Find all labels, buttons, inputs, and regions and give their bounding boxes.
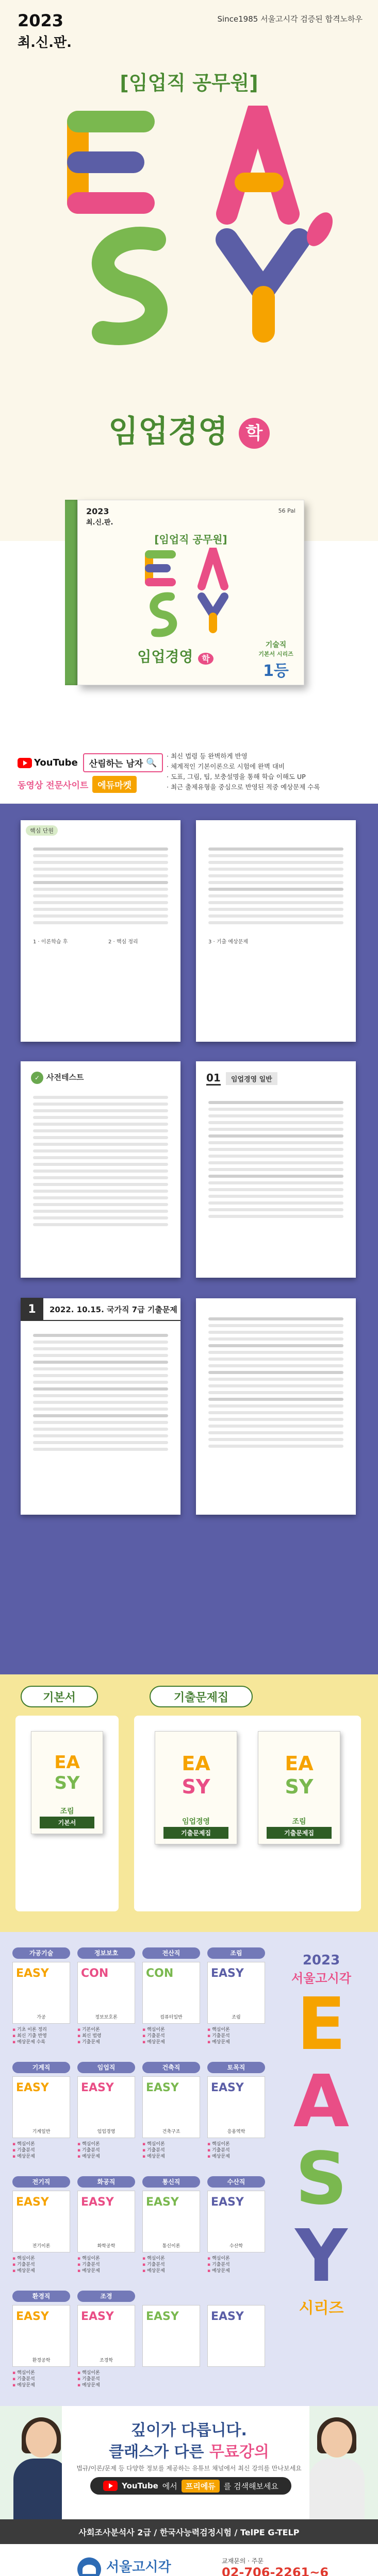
series-book-title: 임업경영 — [97, 2129, 116, 2134]
series-book-label: 임업직 — [77, 2062, 135, 2073]
series-book-bullets — [207, 2027, 265, 2045]
series-book-bullet: ▪ 기출문제 — [77, 2039, 135, 2045]
footer-section — [0, 2519, 378, 2576]
series-book-bullet: ▪ 핵심이론 — [12, 2370, 70, 2376]
series-book-cover — [77, 2305, 135, 2367]
exam-title: 2022. 10.15. 국가직 7급 기출문제 — [50, 1304, 177, 1314]
footer-brand: 서울고시각 — [106, 2560, 171, 2575]
series-book-label: 조경 — [77, 2291, 135, 2302]
lecture-bar-mid: 에서 — [162, 2481, 177, 2491]
easy-letters — [0, 106, 378, 435]
footer-phone — [222, 2556, 328, 2576]
series-book-bullet: ▪ 핵심이론 — [77, 2141, 135, 2147]
series-book-bullets — [207, 2256, 265, 2274]
badge-top: 기술직 — [265, 641, 287, 649]
series-book-bullets — [12, 2027, 70, 2045]
series-book-label: 정보보호 — [77, 1947, 135, 1959]
series-book-bullet: ▪ 핵심이론 — [142, 2027, 200, 2033]
lecture-headline-2 — [0, 2439, 378, 2462]
series-letter: Y — [295, 2214, 348, 2298]
series-book-bullet: ▪ 예상문제 — [77, 2382, 135, 2388]
series-book-bullet: ▪ 예상문제 — [12, 2154, 70, 2160]
series-book[interactable] — [77, 2062, 135, 2160]
series-book-bullet: ▪ 예상문제 — [77, 2154, 135, 2160]
book-title-text: 임업경영 — [137, 648, 193, 665]
series-book-initials: EASY — [211, 2310, 244, 2323]
video-site-tag[interactable]: 에듀마켓 — [92, 776, 137, 793]
series-book-bullets — [77, 2370, 135, 2388]
series-book[interactable] — [142, 1947, 200, 2045]
series-book-label: 토목직 — [207, 2062, 265, 2073]
phone-number[interactable]: 02-706-2261~6 — [222, 2565, 329, 2576]
exam-number: 1 — [21, 1298, 43, 1320]
letter-y-shape — [227, 240, 299, 343]
series-book-bullets — [142, 2027, 200, 2045]
basic-book-label: 기본서 — [21, 1686, 98, 1707]
channel-search-box[interactable] — [83, 753, 163, 772]
series-book-initials: EASY — [16, 2081, 49, 2094]
series-book-title: 가공 — [37, 2015, 46, 2020]
series-book-bullet: ▪ 기출분석 — [12, 2147, 70, 2154]
series-book-initials: EASY — [211, 2081, 244, 2094]
series-book-initials: EASY — [16, 2310, 49, 2323]
series-book[interactable] — [12, 2176, 70, 2274]
lecture-platform: YouTube — [122, 2481, 158, 2490]
logo-icon — [77, 2557, 101, 2576]
preview-page-2 — [196, 820, 356, 1042]
page-caption: 1 · 이론학습 후 — [33, 939, 68, 945]
book-edition: 최.신.판. — [86, 519, 113, 527]
series-book[interactable] — [77, 1947, 135, 2045]
feature-bullet: · 도표, 그림, 팁, 보충설명을 통해 학습 이해도 UP — [167, 772, 363, 782]
series-book-bullet: ▪ 예상문제 — [77, 2268, 135, 2274]
preview-page-5 — [21, 1298, 180, 1515]
book-easy-mark: SY — [54, 1773, 80, 1793]
channel-name: 산림하는 남자 — [89, 759, 143, 769]
series-book-title: 조림 — [232, 2015, 241, 2020]
series-letter: A — [293, 2060, 350, 2144]
series-book-title: 응용역학 — [227, 2129, 245, 2134]
video-site-row — [18, 776, 137, 793]
series-book-bullet: ▪ 예상문제 — [12, 2382, 70, 2388]
series-book[interactable] — [12, 2291, 70, 2388]
series-book-bullet: ▪ 예상문제 — [207, 2039, 265, 2045]
series-book-cover — [142, 2305, 200, 2367]
badge-mid: 기본서 시리즈 — [258, 651, 293, 657]
series-book-label: 조림 — [207, 1947, 265, 1959]
series-book-bullet: ▪ 예상문제 — [207, 2154, 265, 2160]
book-year: 2023 — [86, 506, 109, 516]
feature-bullets — [167, 751, 363, 792]
hero-subtitle: [임업직 공무원] — [120, 72, 258, 94]
series-book-initials: EASY — [211, 1967, 244, 1980]
series-brand: 서울고시각 — [291, 1971, 351, 1986]
series-book-cover — [207, 2191, 265, 2252]
book-easy-mark: SY — [182, 1775, 210, 1798]
book-foot: 기출문제집 — [163, 1827, 228, 1839]
series-book-title: 화학공학 — [97, 2244, 116, 2249]
promo-section — [0, 742, 378, 804]
series-book-cover — [77, 1962, 135, 2024]
preview-section — [0, 804, 378, 1674]
series-book-initials: CON — [146, 1967, 174, 1980]
series-book-initials: EASY — [81, 2310, 114, 2323]
publisher-tag: Since1985 서울고시각 검증된 합격노하우 — [217, 14, 363, 24]
series-book-bullet: ▪ 핵심이론 — [12, 2256, 70, 2262]
series-book-bullets — [77, 2027, 135, 2045]
lecture-bar-end: 를 검색해보세요 — [223, 2481, 278, 2491]
book-title — [78, 646, 273, 666]
series-book-bullet: ▪ 기출분석 — [142, 2033, 200, 2039]
preview-page-3 — [21, 1061, 180, 1278]
book-easy-mark: EA — [182, 1752, 210, 1775]
series-word: 시리즈 — [299, 2299, 344, 2317]
series-book-title: 정보보호론 — [95, 2015, 118, 2020]
series-book-bullet: ▪ 기출분석 — [207, 2033, 265, 2039]
series-book-bullets — [207, 2141, 265, 2160]
series-book-initials: CON — [81, 1967, 109, 1980]
page-lines — [208, 1314, 343, 1451]
series-book-cover — [207, 1962, 265, 2024]
series-book[interactable] — [77, 2176, 135, 2274]
youtube-logo[interactable] — [18, 757, 78, 768]
series-book-bullet: ▪ 기출분석 — [77, 2262, 135, 2268]
page-caption: 3 · 기출 예상문제 — [208, 939, 249, 945]
hero-title-text: 임업경영 — [108, 414, 228, 450]
series-book-label: 가공기술 — [12, 1947, 70, 1959]
page-lines — [33, 844, 168, 928]
series-book[interactable] — [207, 1947, 265, 2045]
series-book[interactable] — [77, 2291, 135, 2388]
book-easy-letters — [135, 548, 248, 646]
series-book-title: 조경학 — [99, 2358, 113, 2363]
series-book-bullet: ▪ 기출분석 — [142, 2147, 200, 2154]
feature-bullet: · 최신 법령 등 완벽하게 반영 — [167, 751, 363, 761]
toc-title-text: 사전테스트 — [46, 1073, 84, 1082]
series-book-bullet: ▪ 기출분석 — [142, 2262, 200, 2268]
video-site-label: 동영상 전문사이트 — [18, 781, 89, 791]
series-book-bullet: ▪ 핵심이론 — [77, 2370, 135, 2376]
past-exam-panel — [134, 1716, 361, 1911]
series-book-bullets — [12, 2141, 70, 2160]
series-book-label: 통신직 — [142, 2176, 200, 2188]
hero-year: 2023 — [18, 11, 64, 30]
series-book-title: 건축구조 — [162, 2129, 180, 2134]
series-section — [0, 1932, 378, 2406]
book-cover — [77, 500, 304, 685]
lecture-section — [0, 2406, 378, 2519]
series-book-bullet: ▪ 예상문제 — [207, 2268, 265, 2274]
series-book[interactable] — [12, 2062, 70, 2160]
series-book-bullets — [77, 2256, 135, 2274]
lecture-headline-1: 깊이가 다릅니다. — [131, 2421, 247, 2439]
series-book-bullet: ▪ 기출분석 — [77, 2376, 135, 2382]
book-brand: 56 Pal — [278, 507, 295, 514]
past-exam-cover-1 — [155, 1731, 237, 1844]
series-book-cover — [12, 2191, 70, 2252]
section-title: 임업경영 일반 — [226, 1072, 277, 1085]
series-book-cover — [142, 1962, 200, 2024]
series-book-bullet: ▪ 핵심이론 — [142, 2141, 200, 2147]
series-book[interactable] — [142, 2176, 200, 2274]
book-easy-mark: EA — [285, 1752, 314, 1775]
series-book-bullet: ▪ 기본이론 — [77, 2027, 135, 2033]
preview-page-1 — [21, 820, 180, 1042]
series-vertical-title — [285, 1953, 357, 2318]
series-book-bullet: ▪ 핵심이론 — [207, 2027, 265, 2033]
feature-bullet: · 최근 출제유형을 중심으로 반영된 적중 예상문제 수록 — [167, 782, 363, 792]
series-book-title: 컴퓨터일반 — [160, 2015, 183, 2020]
series-book-bullet: ▪ 기출분석 — [207, 2147, 265, 2154]
series-book-bullet: ▪ 핵심이론 — [12, 2141, 70, 2147]
past-exam-cover-2 — [258, 1731, 340, 1844]
book-foot: 기출문제집 — [267, 1827, 332, 1839]
exam-header — [21, 1298, 180, 1321]
hero-edition: 최.신.판. — [18, 35, 72, 50]
page-lines — [33, 1330, 168, 1454]
book-badge — [255, 639, 297, 681]
series-book-bullets — [142, 2256, 200, 2274]
lecture-bar-tag: 프리에듀 — [182, 2480, 220, 2493]
series-book-bullets — [12, 2370, 70, 2388]
series-book-bullet: ▪ 예상문제 — [142, 2039, 200, 2045]
footer-logo[interactable] — [77, 2556, 171, 2576]
footer-bar: 사회조사분석사 2급 / 한국사능력검정시험 / TelPE G-TELP — [0, 2519, 378, 2544]
series-book-cover — [77, 2191, 135, 2252]
hero-title — [0, 407, 378, 451]
series-book-bullets — [12, 2256, 70, 2274]
book-spine — [65, 500, 78, 685]
series-book-initials: EASY — [211, 2196, 244, 2209]
series-book-bullet: ▪ 기출분석 — [207, 2262, 265, 2268]
series-book-initials: EASY — [81, 2081, 114, 2094]
series-book-initials: EASY — [146, 2196, 179, 2209]
series-book-initials: EASY — [146, 2310, 179, 2323]
series-book[interactable] — [142, 2291, 200, 2370]
page-lines — [208, 844, 343, 928]
series-letter: E — [297, 1982, 346, 2066]
series-book-cover — [77, 2076, 135, 2138]
series-book-cover — [12, 2076, 70, 2138]
series-book-initials: EASY — [16, 2196, 49, 2209]
series-book-cover — [142, 2076, 200, 2138]
book-subtitle: [임업직 공무원] — [154, 533, 227, 546]
series-book-cover — [207, 2305, 265, 2367]
youtube-play-icon — [18, 758, 32, 768]
series-book-bullet: ▪ 예상문제 — [142, 2154, 200, 2160]
series-book-cover — [207, 2076, 265, 2138]
series-book-bullets — [77, 2141, 135, 2160]
series-book-label: 수산직 — [207, 2176, 265, 2188]
series-book-label: 화공직 — [77, 2176, 135, 2188]
series-book-label: 건축직 — [142, 2062, 200, 2073]
youtube-row — [18, 753, 163, 772]
book-easy-mark: SY — [285, 1775, 314, 1798]
series-book-bullet: ▪ 예상문제 — [142, 2268, 200, 2274]
series-book[interactable] — [207, 2062, 265, 2160]
series-book-bullet: ▪ 기출분석 — [12, 2262, 70, 2268]
series-book-title: 환경공학 — [32, 2358, 51, 2363]
series-book-label: 기계직 — [12, 2062, 70, 2073]
series-book-bullet: ▪ 기출분석 — [77, 2147, 135, 2154]
series-book-bullet: ▪ 핵심이론 — [207, 2256, 265, 2262]
series-book-cover — [12, 1962, 70, 2024]
page-caption: 2 · 핵심 정리 — [108, 939, 138, 945]
section-number: 01 — [206, 1072, 221, 1086]
lecture-headline-2-text: 클래스가 다른 — [109, 2443, 209, 2461]
phone-label: 교재문의 · 주문 — [222, 2557, 264, 2565]
book-foot: 기본서 — [40, 1817, 94, 1828]
series-book-title: 통신이론 — [162, 2244, 180, 2249]
youtube-label: YouTube — [34, 757, 78, 768]
series-year: 2023 — [302, 1953, 340, 1968]
lecture-note: 법규/이론/문제 등 다양한 정보를 제공하는 유튜브 채널에서 최신 강의를 만나보세요 — [76, 2465, 302, 2472]
book-title: 조림 — [292, 1818, 306, 1826]
book-title-suffix: 학 — [198, 653, 213, 665]
preview-page-4 — [196, 1061, 356, 1278]
hero-section — [0, 0, 378, 541]
series-book[interactable] — [207, 2176, 265, 2274]
series-book-label: 환경직 — [12, 2291, 70, 2302]
book-easy-mark: EA — [54, 1752, 80, 1773]
letter-e-shape — [67, 111, 155, 214]
section-header — [206, 1072, 277, 1086]
book-comparison-section — [0, 1674, 378, 1932]
series-book-cover — [142, 2191, 200, 2252]
page-lines — [208, 1097, 343, 1222]
series-book-bullet: ▪ 핵심이론 — [207, 2141, 265, 2147]
series-book-bullet: ▪ 예상문제 — [12, 2268, 70, 2274]
series-book-bullet: ▪ 예상문제 수록 — [12, 2039, 70, 2045]
series-book-bullet: ▪ 핵심이론 — [142, 2256, 200, 2262]
preview-page-6 — [196, 1298, 356, 1515]
badge-rank: 1등 — [263, 662, 289, 680]
series-book[interactable] — [142, 2062, 200, 2160]
series-book-initials: EASY — [81, 2196, 114, 2209]
book-section — [0, 495, 378, 737]
search-icon: 🔍 — [146, 757, 157, 768]
past-exam-label: 기출문제집 — [150, 1686, 253, 1707]
series-book[interactable] — [12, 1947, 70, 2045]
toc-title: ✓ 사전테스트 — [31, 1072, 84, 1084]
series-book-cover — [12, 2305, 70, 2367]
series-book-title: 전기이론 — [32, 2244, 51, 2249]
series-book-bullets — [142, 2141, 200, 2160]
series-book-bullet: ▪ 기초 이론 정리 — [12, 2027, 70, 2033]
lecture-search-bar[interactable] — [90, 2477, 291, 2495]
basic-book-cover — [31, 1731, 103, 1834]
book-title: 조림 — [60, 1807, 74, 1816]
series-book-bullet: ▪ 최신 기출 반영 — [12, 2033, 70, 2039]
series-book-bullet: ▪ 핵심이론 — [77, 2256, 135, 2262]
series-book[interactable] — [207, 2291, 265, 2370]
youtube-play-icon — [103, 2481, 118, 2491]
page-tag: 핵심 단원 — [26, 825, 58, 836]
feature-bullet: · 체계적인 기본이론으로 시험에 완벽 대비 — [167, 761, 363, 772]
series-book-title: 수산학 — [229, 2244, 243, 2249]
series-book-initials: EASY — [16, 1967, 49, 1980]
series-book-initials: EASY — [146, 2081, 179, 2094]
series-book-label: 전기직 — [12, 2176, 70, 2188]
letter-s-shape — [103, 238, 156, 334]
page-lines — [33, 1092, 168, 1230]
lecture-highlight: 무료강의 — [209, 2443, 269, 2461]
series-book-bullet: ▪ 최신 법령 — [77, 2033, 135, 2039]
series-letter: S — [295, 2137, 348, 2221]
series-book-label: 전산직 — [142, 1947, 200, 1959]
series-book-bullet: ▪ 기출분석 — [12, 2376, 70, 2382]
basic-book-panel — [15, 1716, 119, 1911]
letter-a-shape — [227, 111, 289, 214]
series-book-title: 기계일반 — [32, 2129, 51, 2134]
hero-title-suffix: 학 — [239, 418, 270, 449]
book-title: 임업경영 — [182, 1818, 210, 1826]
